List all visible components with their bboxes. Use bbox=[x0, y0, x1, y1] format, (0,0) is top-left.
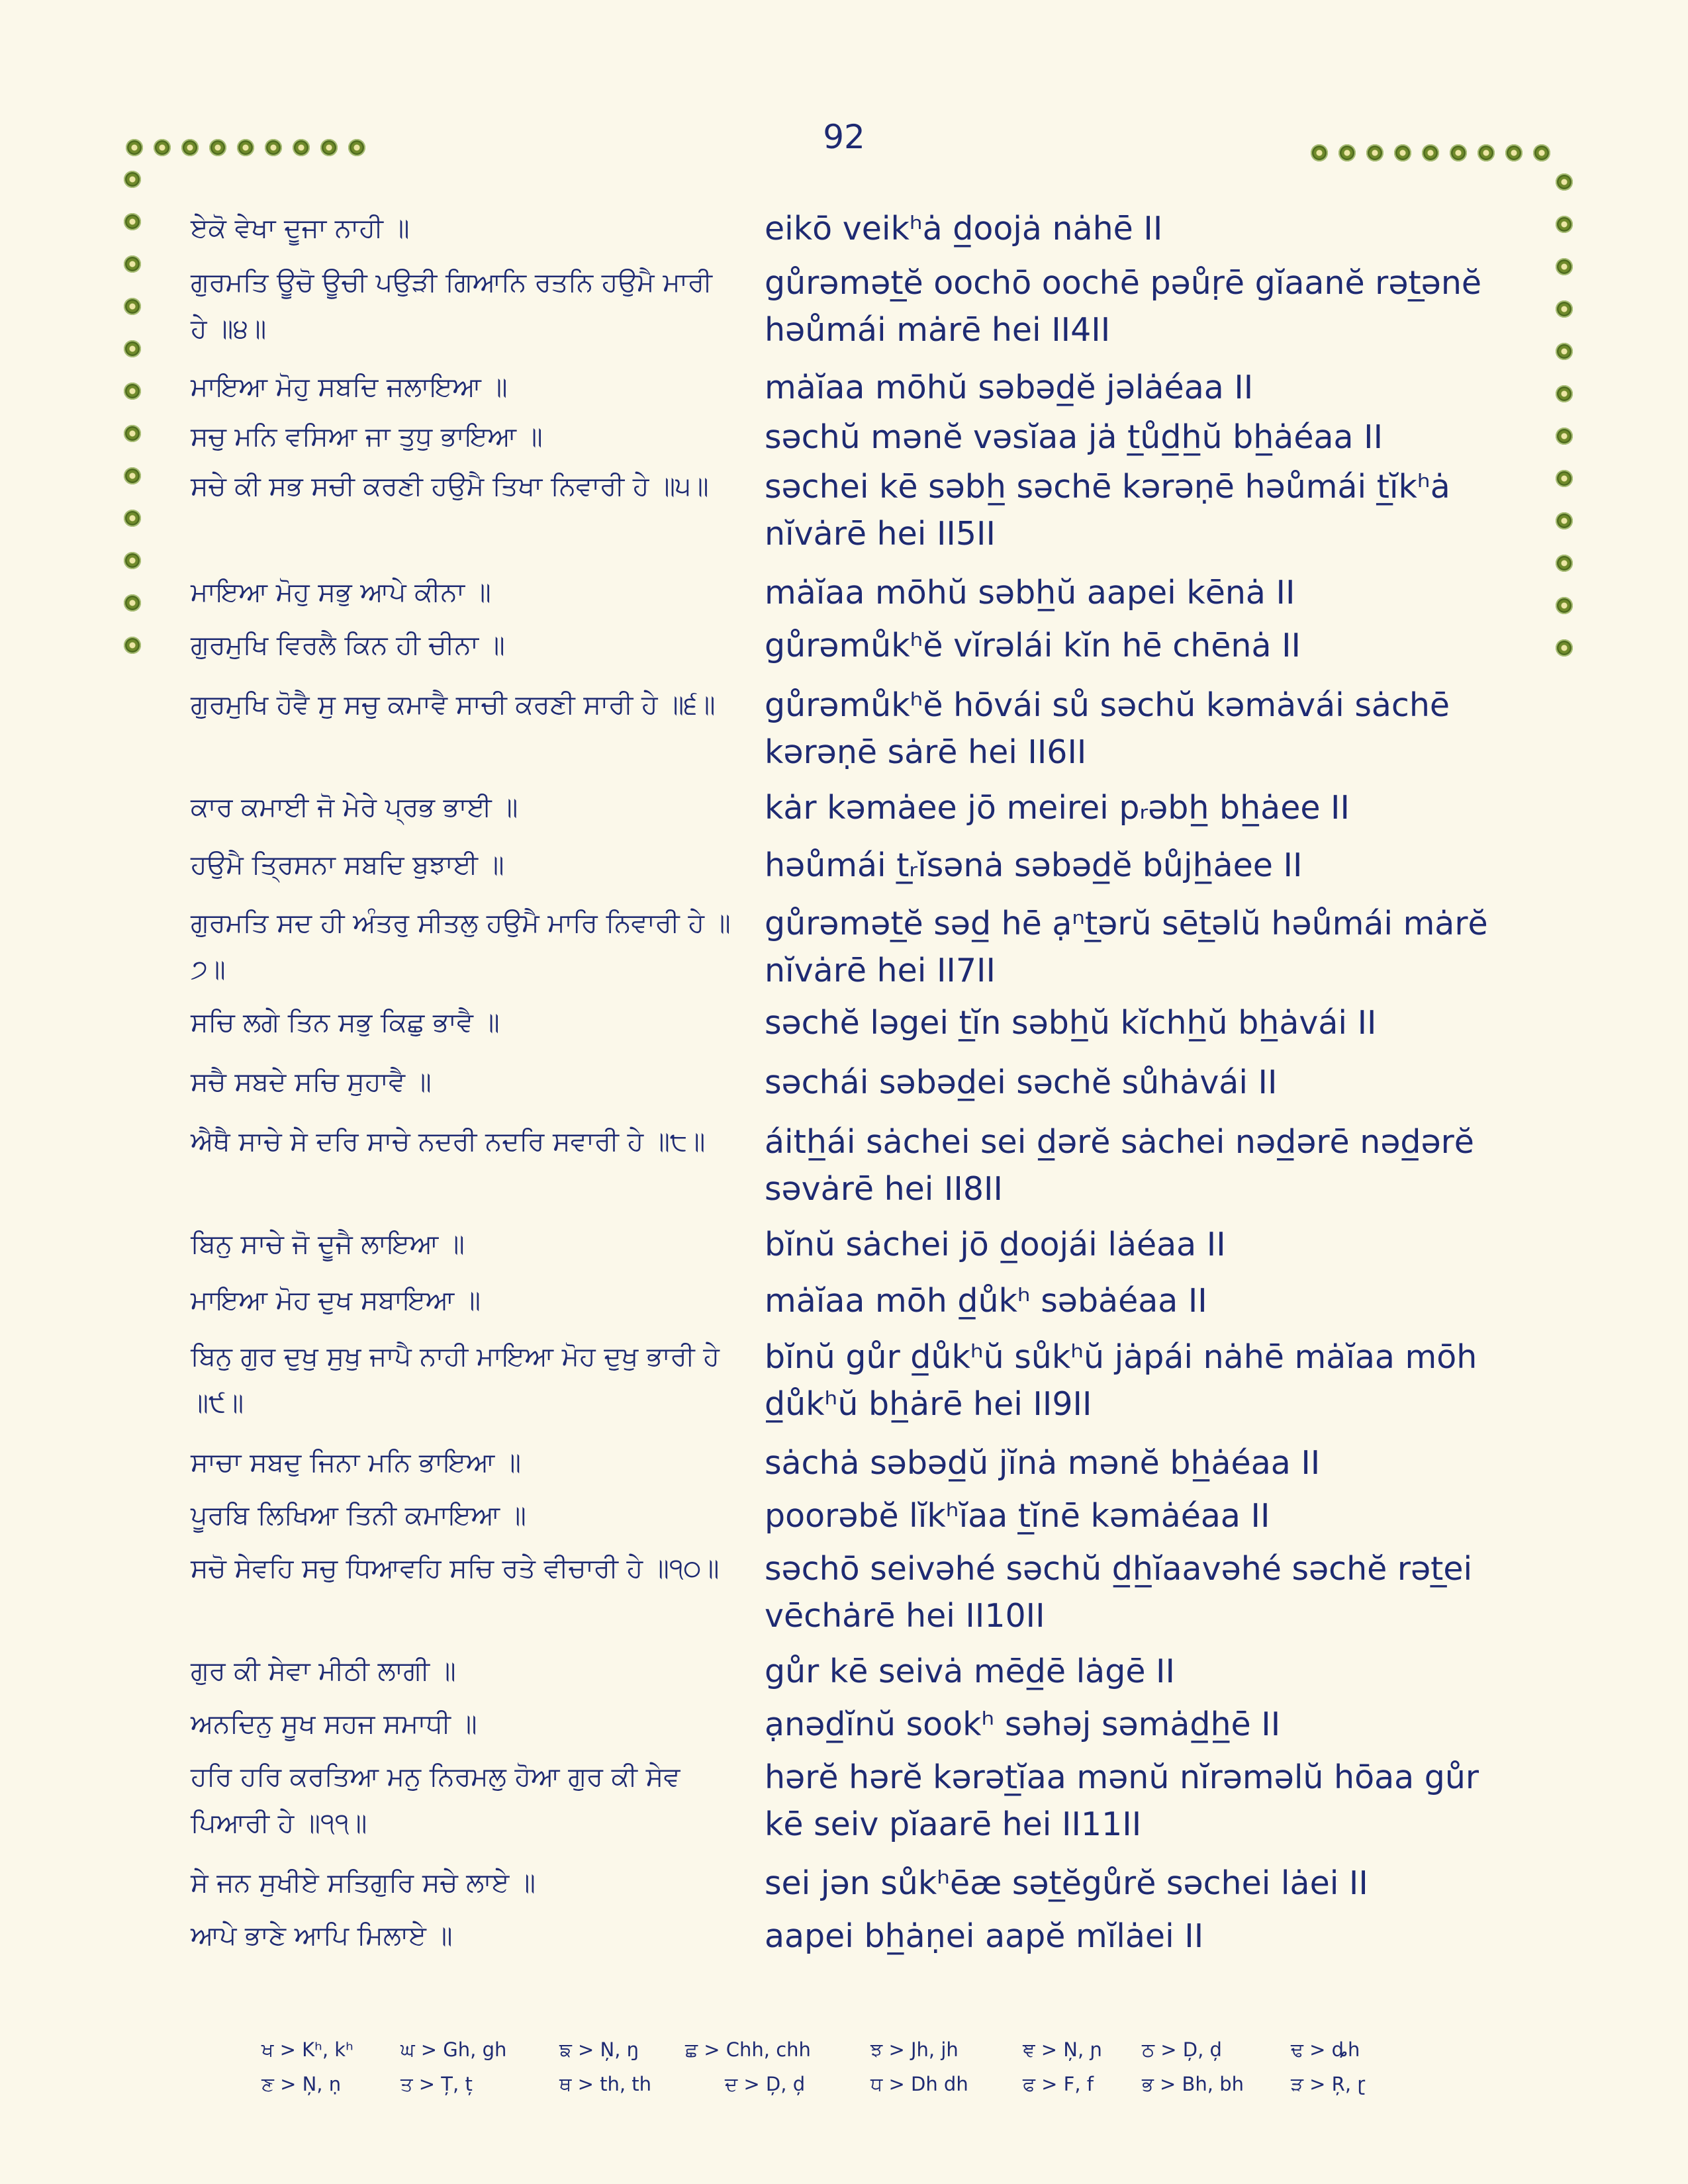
transliteration-line: hərĕ hərĕ kərət̲ĭaa mənŭ nĭrəməlŭ hōaa gůr kē seiv pĭaarē hei II11II bbox=[765, 1758, 1479, 1843]
gurmukhi-line: ਹਰਿ ਹਰਿ ਕਰਤਿਆ ਮਨੁ ਨਿਰਮਲੁ ਹੋਆ ਗੁਰ ਕੀ ਸੇਵ ਪਿਆਰੀ ਹੇ ॥੧੧॥ bbox=[191, 1762, 680, 1839]
gurmukhi-line: ਸਚੁ ਮਨਿ ਵਸਿਆ ਜਾ ਤੁਧੁ ਭਾਇਆ ॥ bbox=[191, 422, 543, 452]
transliteration-line: bĭnŭ gůr d̲ůkʰŭ sůkʰŭ jȧpái nȧhē mȧĭaa mōh d̲ůkʰŭ bh̲ȧrē hei II9II bbox=[765, 1338, 1477, 1423]
gurmukhi-line: ਗੁਰਮੁਖਿ ਵਿਰਲੈ ਕਿਨ ਹੀ ਚੀਨਾ ॥ bbox=[191, 630, 505, 660]
legend-row bbox=[261, 2073, 1519, 2099]
transliteration-line: gůrəmət̲ĕ səd̲ hē ạⁿt̲ərŭ sēt̲əlŭ həůmái mȧrĕ nĭvȧrē hei II7II bbox=[765, 905, 1488, 989]
gurmukhi-line: ਗੁਰਮਤਿ ਊਚੋ ਊਚੀ ਪਉੜੀ ਗਿਆਨਿ ਰਤਨਿ ਹਉਮੈ ਮਾਰੀ ਹੇ ॥੪॥ bbox=[191, 267, 712, 344]
legend-item: ਧ > Dh dh bbox=[870, 2073, 968, 2095]
transliteration-line: gůrəmət̲ĕ oochō oochē pəůṛē gĭaanĕ rət̲ənĕ həůmái mȧrē hei II4II bbox=[765, 264, 1482, 349]
legend-item: ਤ > Ț, ț bbox=[400, 2073, 473, 2095]
transliteration-line: gůrəmůkʰĕ hōvái sů səchŭ kəmȧvái sȧchē kərəṇē sȧrē hei II6II bbox=[765, 686, 1450, 771]
gurmukhi-line: ਮਾਇਆ ਮੋਹੁ ਸਬਦਿ ਜਲਾਇਆ ॥ bbox=[191, 372, 508, 402]
legend-row bbox=[261, 2038, 1519, 2065]
legend-item: ਣ > N̦, ṇ bbox=[261, 2073, 342, 2095]
page-number: 92 bbox=[823, 118, 865, 156]
gurmukhi-line: ਕਾਰ ਕਮਾਈ ਜੋ ਮੇਰੇ ਪ੍ਰਭ ਭਾਈ ॥ bbox=[191, 792, 518, 823]
transliteration-line: sei jən sůkʰēæ sət̲ĕgůrĕ səchei lȧei II bbox=[765, 1864, 1368, 1902]
transliteration-line: bĭnŭ sȧchei jō d̲oojái lȧéaa II bbox=[765, 1226, 1226, 1263]
legend-item: ਥ > th, th bbox=[559, 2073, 652, 2095]
gurmukhi-line: ਸਚੋ ਸੇਵਹਿ ਸਚੁ ਧਿਆਵਹਿ ਸਚਿ ਰਤੇ ਵੀਚਾਰੀ ਹੇ ॥੧੦॥ bbox=[191, 1553, 720, 1584]
legend-item: ਢ > ȡh bbox=[1291, 2038, 1360, 2061]
transliteration-line: mȧĭaa mōh d̲ůkʰ səbȧéaa II bbox=[765, 1282, 1207, 1320]
transliteration-line: mȧĭaa mōhŭ səbəd̲ĕ jəlȧéaa II bbox=[765, 369, 1254, 406]
legend-item: ਭ > Bh, bh bbox=[1142, 2073, 1244, 2095]
gurmukhi-line: ਮਾਇਆ ਮੋਹ ਦੁਖ ਸਬਾਇਆ ॥ bbox=[191, 1285, 481, 1316]
legend-item: ਦ > D̦, d̦ bbox=[725, 2073, 806, 2095]
legend-item: ਞ > N̦, ɲ bbox=[1023, 2038, 1103, 2061]
transliteration-line: gůrəmůkʰĕ vĭrəlái kĭn hē chēnȧ II bbox=[765, 627, 1301, 664]
transliteration-line: səchái səbəd̲ei səchĕ sůhȧvái II bbox=[765, 1064, 1278, 1101]
transliteration-line: áith̲ái sȧchei sei d̲ərĕ sȧchei nəd̲ərē nəd̲ərĕ səvȧrē hei II8II bbox=[765, 1123, 1474, 1208]
transliteration-line: səchei kē səbh̲ səchē kərəṇē həůmái t̲ĭkʰȧ nĭvȧrē hei II5II bbox=[765, 468, 1450, 553]
gurmukhi-line: ਬਿਨੁ ਸਾਚੇ ਜੋ ਦੂਜੈ ਲਾਇਆ ॥ bbox=[191, 1229, 465, 1259]
transliteration-line: səchō seivəhé səchŭ d̲h̲ĭaavəhé səchĕ rət̲ei vēchȧrē hei II10II bbox=[765, 1550, 1473, 1635]
gurmukhi-line: ਮਾਇਆ ਮੋਹੁ ਸਭੁ ਆਪੇ ਕੀਨਾ ॥ bbox=[191, 577, 491, 608]
legend-item: ਖ > Kʰ, kʰ bbox=[261, 2038, 353, 2061]
gurmukhi-line: ਗੁਰ ਕੀ ਸੇਵਾ ਮੀਠੀ ਲਾਗੀ ॥ bbox=[191, 1656, 456, 1686]
gurmukhi-line: ਸਾਚਾ ਸਬਦੁ ਜਿਨਾ ਮਨਿ ਭਾਇਆ ॥ bbox=[191, 1447, 521, 1478]
legend-item: ੜ > R̦, ɽ bbox=[1291, 2073, 1366, 2095]
gurmukhi-line: ਏਕੋ ਵੇਖਾ ਦੂਜਾ ਨਾਹੀ ॥ bbox=[191, 213, 410, 244]
transliteration-line: həůmái t̲ᵣĭsənȧ səbəd̲ĕ bůjh̲ȧee II bbox=[765, 846, 1303, 884]
transliteration-line: eikō veikʰȧ d̲oojȧ nȧhē II bbox=[765, 210, 1163, 248]
legend-item: ਫ > F, f bbox=[1023, 2073, 1094, 2095]
gurmukhi-line: ਸੇ ਜਨ ਸੁਖੀਏ ਸਤਿਗੁਰਿ ਸਚੇ ਲਾਏ ॥ bbox=[191, 1868, 536, 1898]
gurmukhi-line: ਸਚਿ ਲਗੇ ਤਿਨ ਸਭੁ ਕਿਛੁ ਭਾਵੈ ॥ bbox=[191, 1007, 500, 1038]
transliteration-line: poorəbĕ lĭkʰĭaa t̲ĭnē kəmȧéaa II bbox=[765, 1497, 1270, 1535]
legend-item: ਠ > D̦, d̦ bbox=[1142, 2038, 1222, 2061]
transliteration-line: səchĕ ləgei t̲ĭn səbh̲ŭ kĭchh̲ŭ bh̲ȧvái II bbox=[765, 1004, 1377, 1042]
gurmukhi-line: ਗੁਰਮਤਿ ਸਦ ਹੀ ਅੰਤਰੁ ਸੀਤਲੁ ਹਉਮੈ ਮਾਰਿ ਨਿਵਾਰੀ ਹੇ ॥੭॥ bbox=[191, 908, 731, 985]
gurmukhi-line: ਐਥੈ ਸਾਚੇ ਸੇ ਦਰਿ ਸਾਚੇ ਨਦਰੀ ਨਦਰਿ ਸਵਾਰੀ ਹੇ ॥੮॥ bbox=[191, 1126, 706, 1157]
transliteration-line: səchŭ mənĕ vəsĭaa jȧ t̲ůd̲h̲ŭ bh̲ȧéaa II bbox=[765, 418, 1383, 456]
gurmukhi-line: ਸਚੇ ਕੀ ਸਭ ਸਚੀ ਕਰਣੀ ਹਉਮੈ ਤਿਖਾ ਨਿਵਾਰੀ ਹੇ ॥੫॥ bbox=[191, 471, 709, 502]
gurmukhi-line: ਗੁਰਮੁਖਿ ਹੋਵੈ ਸੁ ਸਚੁ ਕਮਾਵੈ ਸਾਚੀ ਕਰਣੀ ਸਾਰੀ ਹੇ ॥੬॥ bbox=[191, 690, 716, 720]
gurmukhi-line: ਸਚੈ ਸਬਦੇ ਸਚਿ ਸੁਹਾਵੈ ॥ bbox=[191, 1067, 432, 1097]
transliteration-line: gůr kē seivȧ mēd̲ē lȧgē II bbox=[765, 1653, 1175, 1690]
legend-item: ਙ > N̦, ŋ bbox=[559, 2038, 639, 2061]
transliteration-line: kȧr kəmȧee jō meirei pᵣəbh̲ bh̲ȧee II bbox=[765, 789, 1350, 827]
transliteration-line: sȧchȧ səbəd̲ŭ jĭnȧ mənĕ bh̲ȧéaa II bbox=[765, 1444, 1321, 1482]
gurmukhi-line: ਆਪੇ ਭਾਣੇ ਆਪਿ ਮਿਲਾਏ ॥ bbox=[191, 1921, 453, 1951]
legend-item: ਝ > Jh, jh bbox=[870, 2038, 959, 2061]
gurmukhi-line: ਪੂਰਬਿ ਲਿਖਿਆ ਤਿਨੀ ਕਮਾਇਆ ॥ bbox=[191, 1500, 526, 1531]
transliteration-line: ạnəd̲ĭnŭ sookʰ səhəj səmȧd̲h̲ē II bbox=[765, 1706, 1281, 1743]
gurmukhi-line: ਹਉਮੈ ਤ੍ਰਿਸਨਾ ਸਬਦਿ ਬੁਝਾਈ ॥ bbox=[191, 850, 504, 880]
transliteration-line: aapei bh̲ȧṇei aapĕ mĭlȧei II bbox=[765, 1917, 1204, 1955]
transliteration-line: mȧĭaa mōhŭ səbh̲ŭ aapei kēnȧ II bbox=[765, 574, 1295, 612]
gurmukhi-line: ਅਨਦਿਨੁ ਸੂਖ ਸਹਜ ਸਮਾਧੀ ॥ bbox=[191, 1709, 477, 1739]
legend-item: ਛ > Chh, chh bbox=[685, 2038, 811, 2061]
legend-item: ਘ > Gh, gh bbox=[400, 2038, 507, 2061]
gurmukhi-line: ਬਿਨੁ ਗੁਰ ਦੁਖੁ ਸੁਖੁ ਜਾਪੈ ਨਾਹੀ ਮਾਇਆ ਮੋਹ ਦੁਖੁ ਭਾਰੀ ਹੇ ॥੯॥ bbox=[191, 1342, 720, 1418]
